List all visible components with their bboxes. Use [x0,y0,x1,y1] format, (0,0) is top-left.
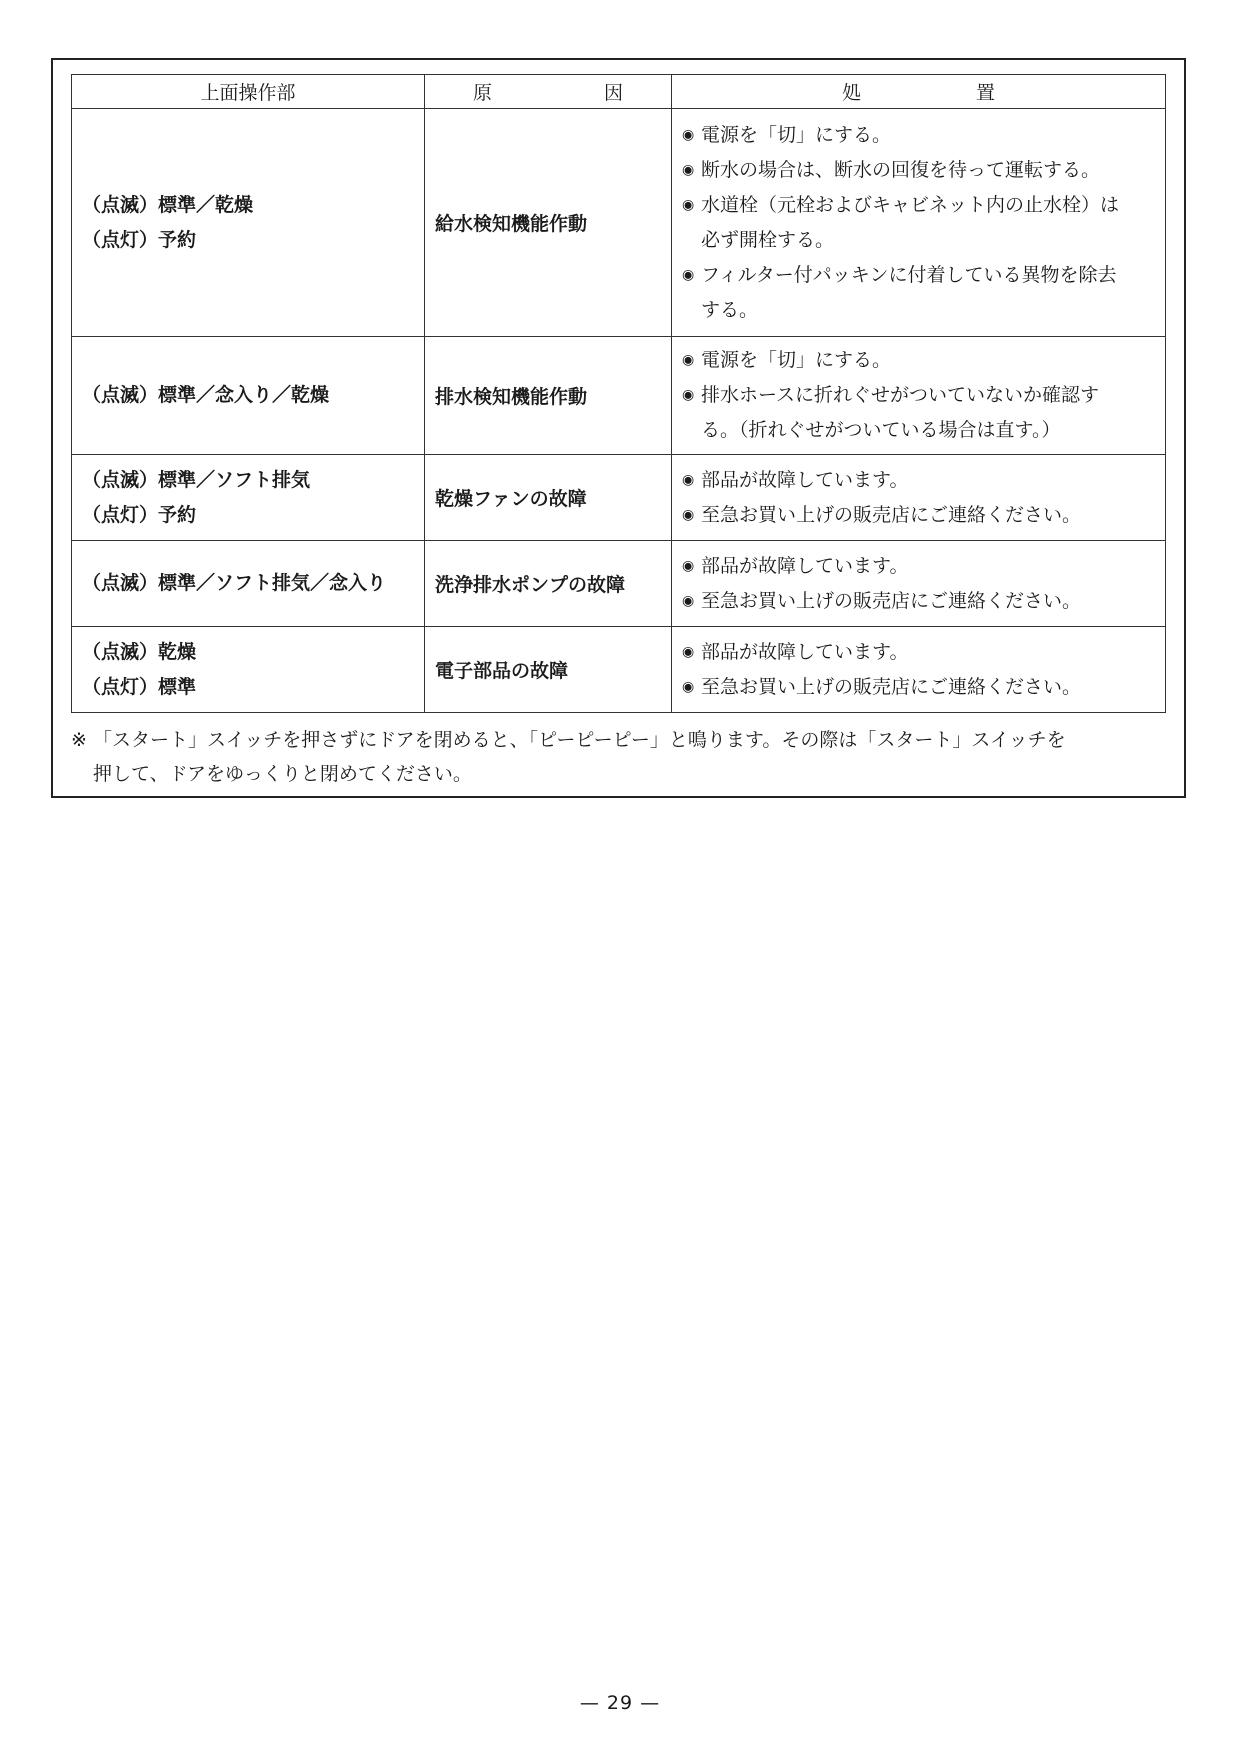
table-row [72,541,1166,627]
page-number: — 29 — [579,1692,661,1714]
bullet-icon: ◉ [682,471,695,488]
cause-cell: 給水検知機能作動 [425,109,672,337]
table-row [72,455,1166,541]
header-char: 置 [975,82,995,104]
remedy-line: ◉ 排水ホースに折れぐせがついていないか確認す [682,378,1157,413]
header-cause [425,75,672,109]
bullet-icon: ◉ [682,266,695,283]
panel-indicator-cell [72,455,425,541]
bullet-icon: ◉ [682,678,695,695]
bullet-icon [682,223,701,258]
table-header-row [72,75,1166,109]
remedy-cell [672,541,1166,627]
header-panel: 上面操作部 [72,75,425,109]
panel-indicator-line: （点灯）予約 [82,503,197,526]
remedy-cell [672,337,1166,455]
remedy-line: ◉ 電源を「切」にする。 [682,343,1157,378]
table-row [72,337,1166,455]
remedy-line: ◉ 至急お買い上げの販売店にご連絡ください。 [682,670,1157,705]
panel-indicator-line: （点灯）標準 [82,675,197,698]
remedy-line: ◉ 電源を「切」にする。 [682,118,1157,153]
remedy-line: ◉ 水道栓（元栓およびキャビネット内の止水栓）は [682,188,1157,223]
note-line: 押して、ドアをゆっくりと閉めてください。 [93,763,472,785]
remedy-line: ◉ 断水の場合は、断水の回復を待って運転する。 [682,153,1157,188]
bullet-icon: ◉ [682,196,695,213]
trouble-table [71,74,1166,713]
panel-indicator-line: （点滅）標準／ソフト排気／念入り [82,572,387,594]
bullet-icon [682,293,701,328]
header-char: 因 [603,82,623,104]
note-line: 「スタート」スイッチを押さずにドアを閉めると、「ピーピーピー」と鳴ります。その際は「スタート」スイッチを [93,729,1066,751]
panel-indicator-line: （点滅）乾燥 [82,640,197,663]
bullet-icon: ◉ [682,352,695,368]
cause-cell: 洗浄排水ポンプの故障 [425,541,672,627]
panel-indicator-line: （点滅）標準／乾燥 [82,193,254,216]
remedy-line: ◉ 至急お買い上げの販売店にご連絡ください。 [682,584,1157,619]
bullet-icon [682,413,701,448]
remedy-line: ◉ 部品が故障しています。 [682,463,1157,498]
panel-indicator-line: （点灯）予約 [82,228,197,251]
panel-indicator-cell [72,109,425,337]
panel-indicator-line: （点滅）標準／念入り／乾燥 [82,384,330,406]
panel-indicator-cell [72,627,425,713]
cause-cell: 電子部品の故障 [425,627,672,713]
header-remedy [672,75,1166,109]
cause-cell: 乾燥ファンの故障 [425,455,672,541]
remedy-line: ◉ 部品が故障しています。 [682,635,1157,670]
table-row [72,109,1166,337]
table-row [72,627,1166,713]
header-char: 原 [473,82,493,104]
remedy-line: る。（折れぐせがついている場合は直す。） [682,413,1157,448]
remedy-line: 必ず開栓する。 [682,223,1157,258]
cause-cell: 排水検知機能作動 [425,337,672,455]
remedy-line: ◉ 至急お買い上げの販売店にご連絡ください。 [682,498,1157,533]
bullet-icon: ◉ [682,126,695,143]
remedy-cell [672,455,1166,541]
remedy-cell [672,109,1166,337]
remedy-line: ◉ 部品が故障しています。 [682,549,1157,584]
bullet-icon: ◉ [682,161,695,178]
bullet-icon: ◉ [682,506,695,523]
remedy-line: ◉ フィルター付パッキンに付着している異物を除去 [682,258,1157,293]
bullet-icon: ◉ [682,643,695,660]
remedy-line: する。 [682,293,1157,328]
note-mark: ※ [71,729,87,751]
header-char: 処 [842,82,862,104]
panel-indicator-cell [72,337,425,455]
bullet-icon: ◉ [682,387,695,403]
bullet-icon: ◉ [682,557,695,574]
bullet-icon: ◉ [682,592,695,609]
panel-indicator-line: （点滅）標準／ソフト排気 [82,468,311,491]
remedy-cell [672,627,1166,713]
footnote [71,723,1169,791]
panel-indicator-cell [72,541,425,627]
